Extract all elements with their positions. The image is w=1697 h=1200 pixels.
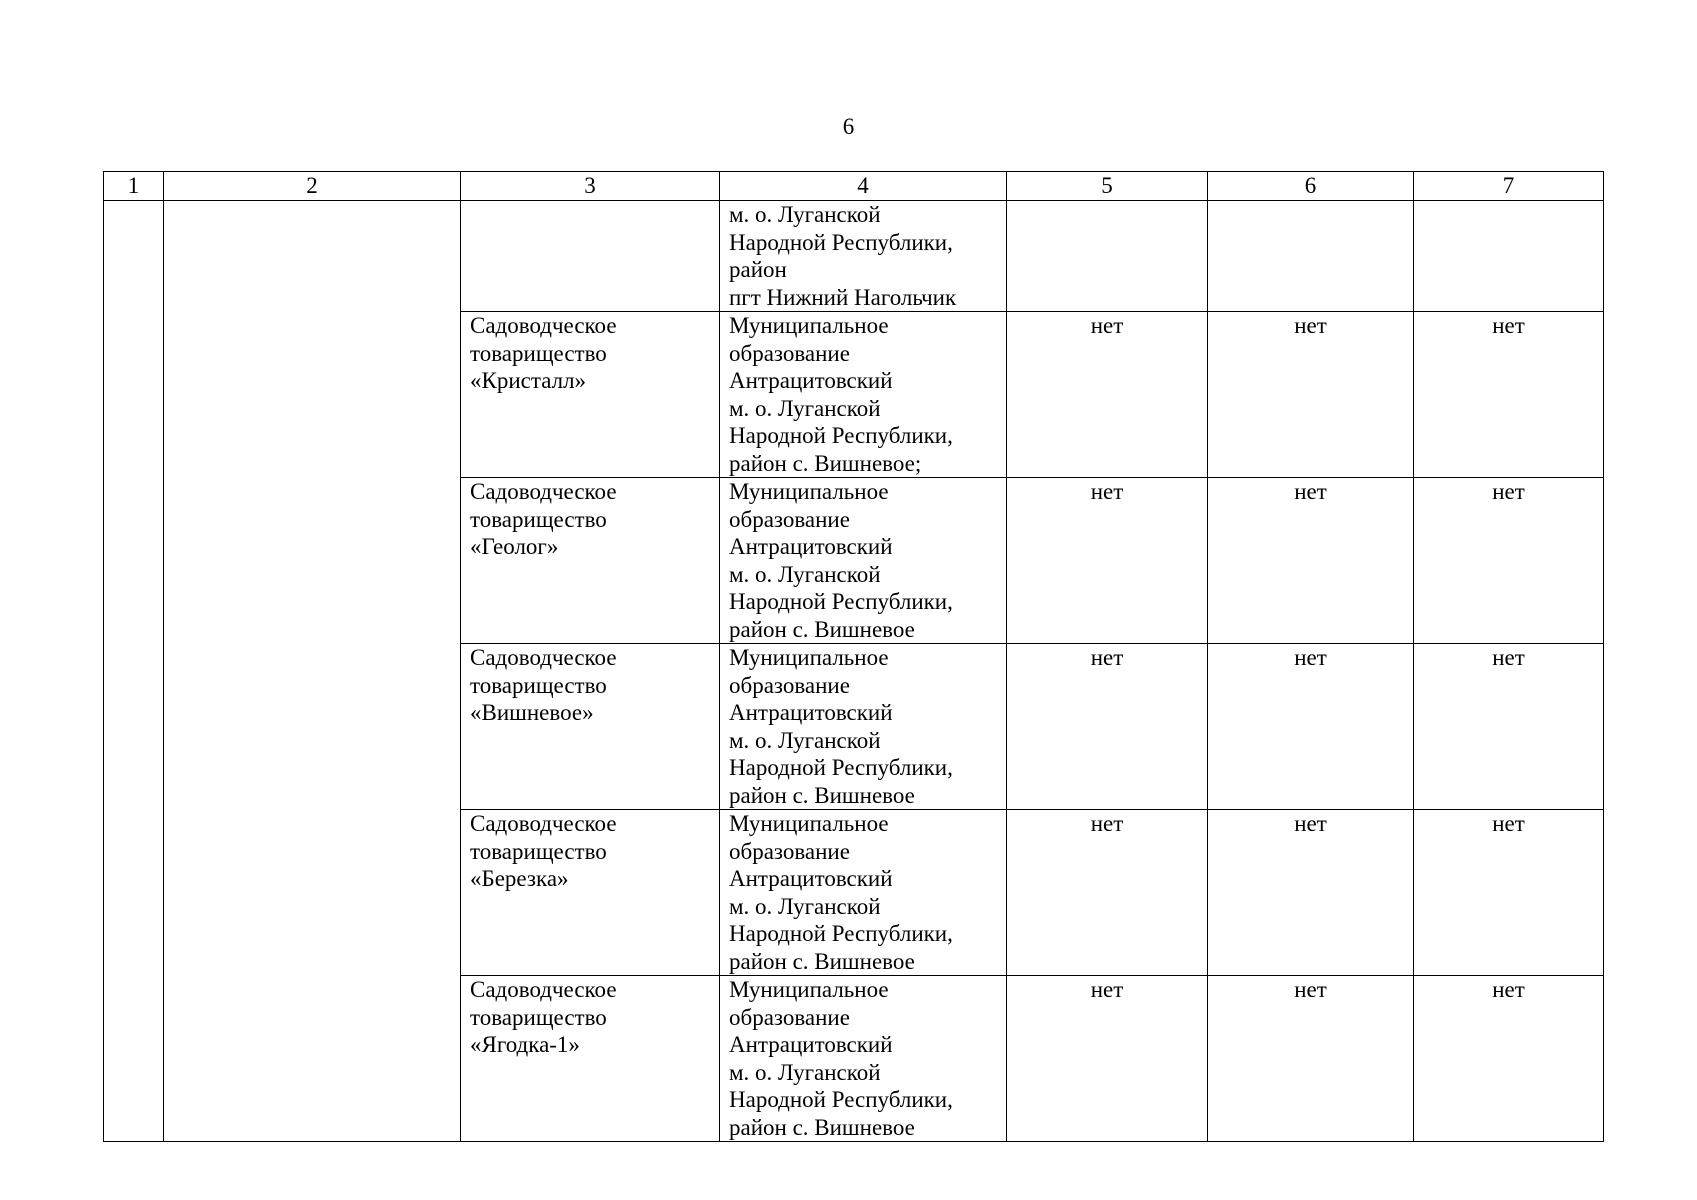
column-header: 2 <box>164 172 461 201</box>
name-line: товарищество <box>470 838 607 864</box>
col5-cell: нет <box>1007 478 1208 644</box>
location-line: район с. Вишневое <box>729 1114 915 1140</box>
location-line: район с. Вишневое; <box>729 450 922 476</box>
location-line: Народной Республики, <box>729 755 953 780</box>
col6-cell: нет <box>1208 976 1414 1142</box>
location-line: район с. Вишневое <box>729 782 915 808</box>
page-number: 6 <box>842 114 855 139</box>
location-line: образование <box>729 672 850 698</box>
name-line: товарищество <box>470 506 607 532</box>
location-line: район с. Вишневое <box>729 616 915 642</box>
location-line: район с. Вишневое <box>729 948 915 974</box>
col5-cell: нет <box>1007 644 1208 810</box>
name-line: «Геолог» <box>470 534 559 559</box>
location-line: Антрацитовский <box>729 368 893 393</box>
name-line: товарищество <box>470 1004 607 1030</box>
name-line: «Кристалл» <box>470 368 587 393</box>
location-line: Муниципальное <box>729 811 889 836</box>
location-line: Муниципальное <box>729 313 889 338</box>
location-cell <box>720 312 1007 478</box>
location-line: Антрацитовский <box>729 700 893 725</box>
location-line: Народной Республики, <box>729 1087 953 1112</box>
location-line: Народной Республики, <box>729 423 953 448</box>
col7-cell: нет <box>1414 644 1604 810</box>
col6-cell: нет <box>1208 478 1414 644</box>
col6-cell <box>1208 201 1414 312</box>
col6-cell: нет <box>1208 312 1414 478</box>
column-header: 1 <box>104 172 164 201</box>
location-line: м. о. Луганской <box>729 395 881 421</box>
location-cell <box>720 478 1007 644</box>
location-line: м. о. Луганской <box>729 893 881 919</box>
location-line: образование <box>729 506 850 532</box>
name-line: «Ягодка-1» <box>470 1032 580 1057</box>
name-cell <box>461 976 720 1142</box>
column-header: 5 <box>1007 172 1208 201</box>
col6-cell: нет <box>1208 810 1414 976</box>
location-line: м. о. Луганской <box>729 727 881 753</box>
location-cell <box>720 810 1007 976</box>
col7-cell: нет <box>1414 976 1604 1142</box>
column-2-cell <box>164 201 461 1142</box>
column-header: 6 <box>1208 172 1414 201</box>
location-cell <box>720 201 1007 312</box>
col5-cell: нет <box>1007 312 1208 478</box>
column-1-cell <box>104 201 164 1142</box>
continuation-row <box>104 201 1604 312</box>
location-line: Народной Республики, <box>729 229 953 255</box>
location-line: образование <box>729 838 850 864</box>
location-line: район <box>729 257 787 282</box>
col5-cell: нет <box>1007 976 1208 1142</box>
name-line: Садоводческое <box>470 313 617 338</box>
name-line: Садоводческое <box>470 977 617 1002</box>
col7-cell: нет <box>1414 478 1604 644</box>
col7-cell: нет <box>1414 810 1604 976</box>
name-line: Садоводческое <box>470 811 617 836</box>
name-cell <box>461 312 720 478</box>
column-header: 4 <box>720 172 1007 201</box>
location-line: Муниципальное <box>729 479 889 504</box>
location-line: м. о. Луганской <box>729 561 881 587</box>
name-cell <box>461 810 720 976</box>
location-line: Муниципальное <box>729 977 889 1002</box>
col7-cell <box>1414 201 1604 312</box>
location-line: м. о. Луганской <box>729 1059 881 1085</box>
location-line: Антрацитовский <box>729 534 893 559</box>
name-line: товарищество <box>470 340 607 366</box>
name-cell <box>461 201 720 312</box>
col5-cell <box>1007 201 1208 312</box>
location-line: пгт Нижний Нагольчик <box>729 284 957 310</box>
location-cell <box>720 644 1007 810</box>
col7-cell: нет <box>1414 312 1604 478</box>
name-line: Садоводческое <box>470 645 617 670</box>
name-cell <box>461 478 720 644</box>
header-row <box>104 172 1604 201</box>
name-line: «Березка» <box>470 866 569 891</box>
location-line: образование <box>729 1004 850 1030</box>
location-line: Народной Республики, <box>729 589 953 614</box>
document-table <box>103 171 1604 1142</box>
name-line: товарищество <box>470 672 607 698</box>
name-line: «Вишневое» <box>470 700 594 725</box>
location-line: м. о. Луганской <box>729 202 881 227</box>
col6-cell: нет <box>1208 644 1414 810</box>
location-line: Антрацитовский <box>729 866 893 891</box>
column-header: 3 <box>461 172 720 201</box>
name-line: Садоводческое <box>470 479 617 504</box>
location-line: Антрацитовский <box>729 1032 893 1057</box>
location-cell <box>720 976 1007 1142</box>
column-header: 7 <box>1414 172 1604 201</box>
location-line: Народной Республики, <box>729 921 953 946</box>
col5-cell: нет <box>1007 810 1208 976</box>
location-line: образование <box>729 340 850 366</box>
name-cell <box>461 644 720 810</box>
location-line: Муниципальное <box>729 645 889 670</box>
